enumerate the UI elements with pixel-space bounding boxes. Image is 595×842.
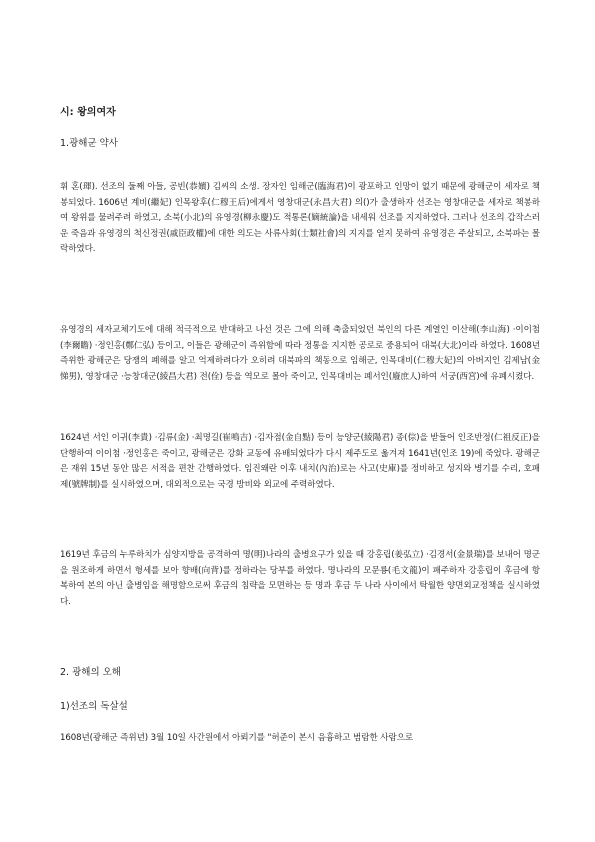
document-title: 시: 왕의여자 — [60, 107, 116, 118]
section-2-heading: 2. 광해의 오해 — [60, 667, 121, 678]
subsection-heading: 1)선조의 독살설 — [60, 701, 128, 712]
paragraph-3: 1624년 서인 이귀(李貴) ·김류(金) ·최명길(崔鳴吉) ·김자점(金自點) 등이 능양군(綾陽君) 종(倧)을 받들어 인조반정(仁祖反正)을 단행하여 이이첨 ·정인홍은 죽이고, 광해군은 강화 교동에 유배되었다가 다시 제주도로 옮겨져 1641년(인조 19)에 죽었다. 광해군은 재위 15년 동안 많은 서적을 편찬 간행하였다. 임진왜란 이후 내치(內治)로는 사고(史庫)를 정비하고 성지와 병기를 수리, 호패제(號牌制)를 실시하였으며, 대외적으로는 국경 방비와 외교에 주력하였다. — [60, 433, 540, 490]
paragraph-2: 유영경의 세자교체기도에 대해 적극적으로 반대하고 나선 것은 그에 의해 축출되었던 북인의 다른 계열인 이산해(李山海) ·이이첨(李爾瞻) ·정인홍(鄭仁弘) 등이고, 이들은 광해군이 즉위함에 따라 정통을 지지한 공로로 중용되어 대북(大北)이라 하였다. 1608년 즉위한 광해군은 당쟁의 폐해를 알고 억제하려다가 오히려 대북파의 책동으로 임해군, 인목대비(仁穆大妃)의 아버지인 김제남(金悌男), 영창대군 ·능창대군(綾昌大君) 전(佺) 등을 역모로 몰아 죽이고, 인목대비는 폐서인(廢庶人)하여 서궁(西宮)에 유폐시켰다. — [60, 325, 540, 382]
paragraph-5: 1608년(광해군 즉위년) 3월 10일 사간원에서 아뢰기를 "허준이 본시 음흉하고 범람한 사람으로 — [60, 733, 414, 743]
paragraph-1: 휘 혼(琿). 선조의 둘째 아들, 공빈(恭嬪) 김씨의 소생. 장자인 임해군(臨海君)이 광포하고 인망이 없기 때문에 광해군이 세자로 책봉되었다. 1606년 계비(繼妃) 인목왕후(仁穆王后)에게서 영창대군(永昌大君) 의()가 출생하자 선조는 영창대군을 세자로 책봉하여 왕위를 물려주려 하였고, 소북(小北)의 유영경(柳永慶)도 적통론(嫡統論)을 내세워 선조를 지지하였다. 그러나 선조의 갑작스러운 죽음과 유영경의 척신정권(戚臣政權)에 대한 의도는 사류사회(士類社會)의 지지를 얻지 못하여 유영경은 주살되고, 소북파는 몰락하였다. — [60, 182, 540, 255]
paragraph-4: 1619년 후금의 누루하치가 심양지방을 공격하여 명(明)나라의 출병요구가 있을 때 강홍립(姜弘立) ·김경서(金景瑞)를 보내어 명군을 원조하게 하면서 형세를 보아 향배(向背)를 정하라는 당부를 하였다. 명나라의 모문룡(毛文龍)이 패주하자 강홍립이 후금에 항복하여 본의 아닌 출병임을 해명함으로써 후금의 침략을 모면하는 등 명과 후금 두 나라 사이에서 탁월한 양면외교정책을 실시하였다. — [60, 550, 540, 607]
section-1-heading: 1.광해군 약사 — [60, 138, 118, 149]
